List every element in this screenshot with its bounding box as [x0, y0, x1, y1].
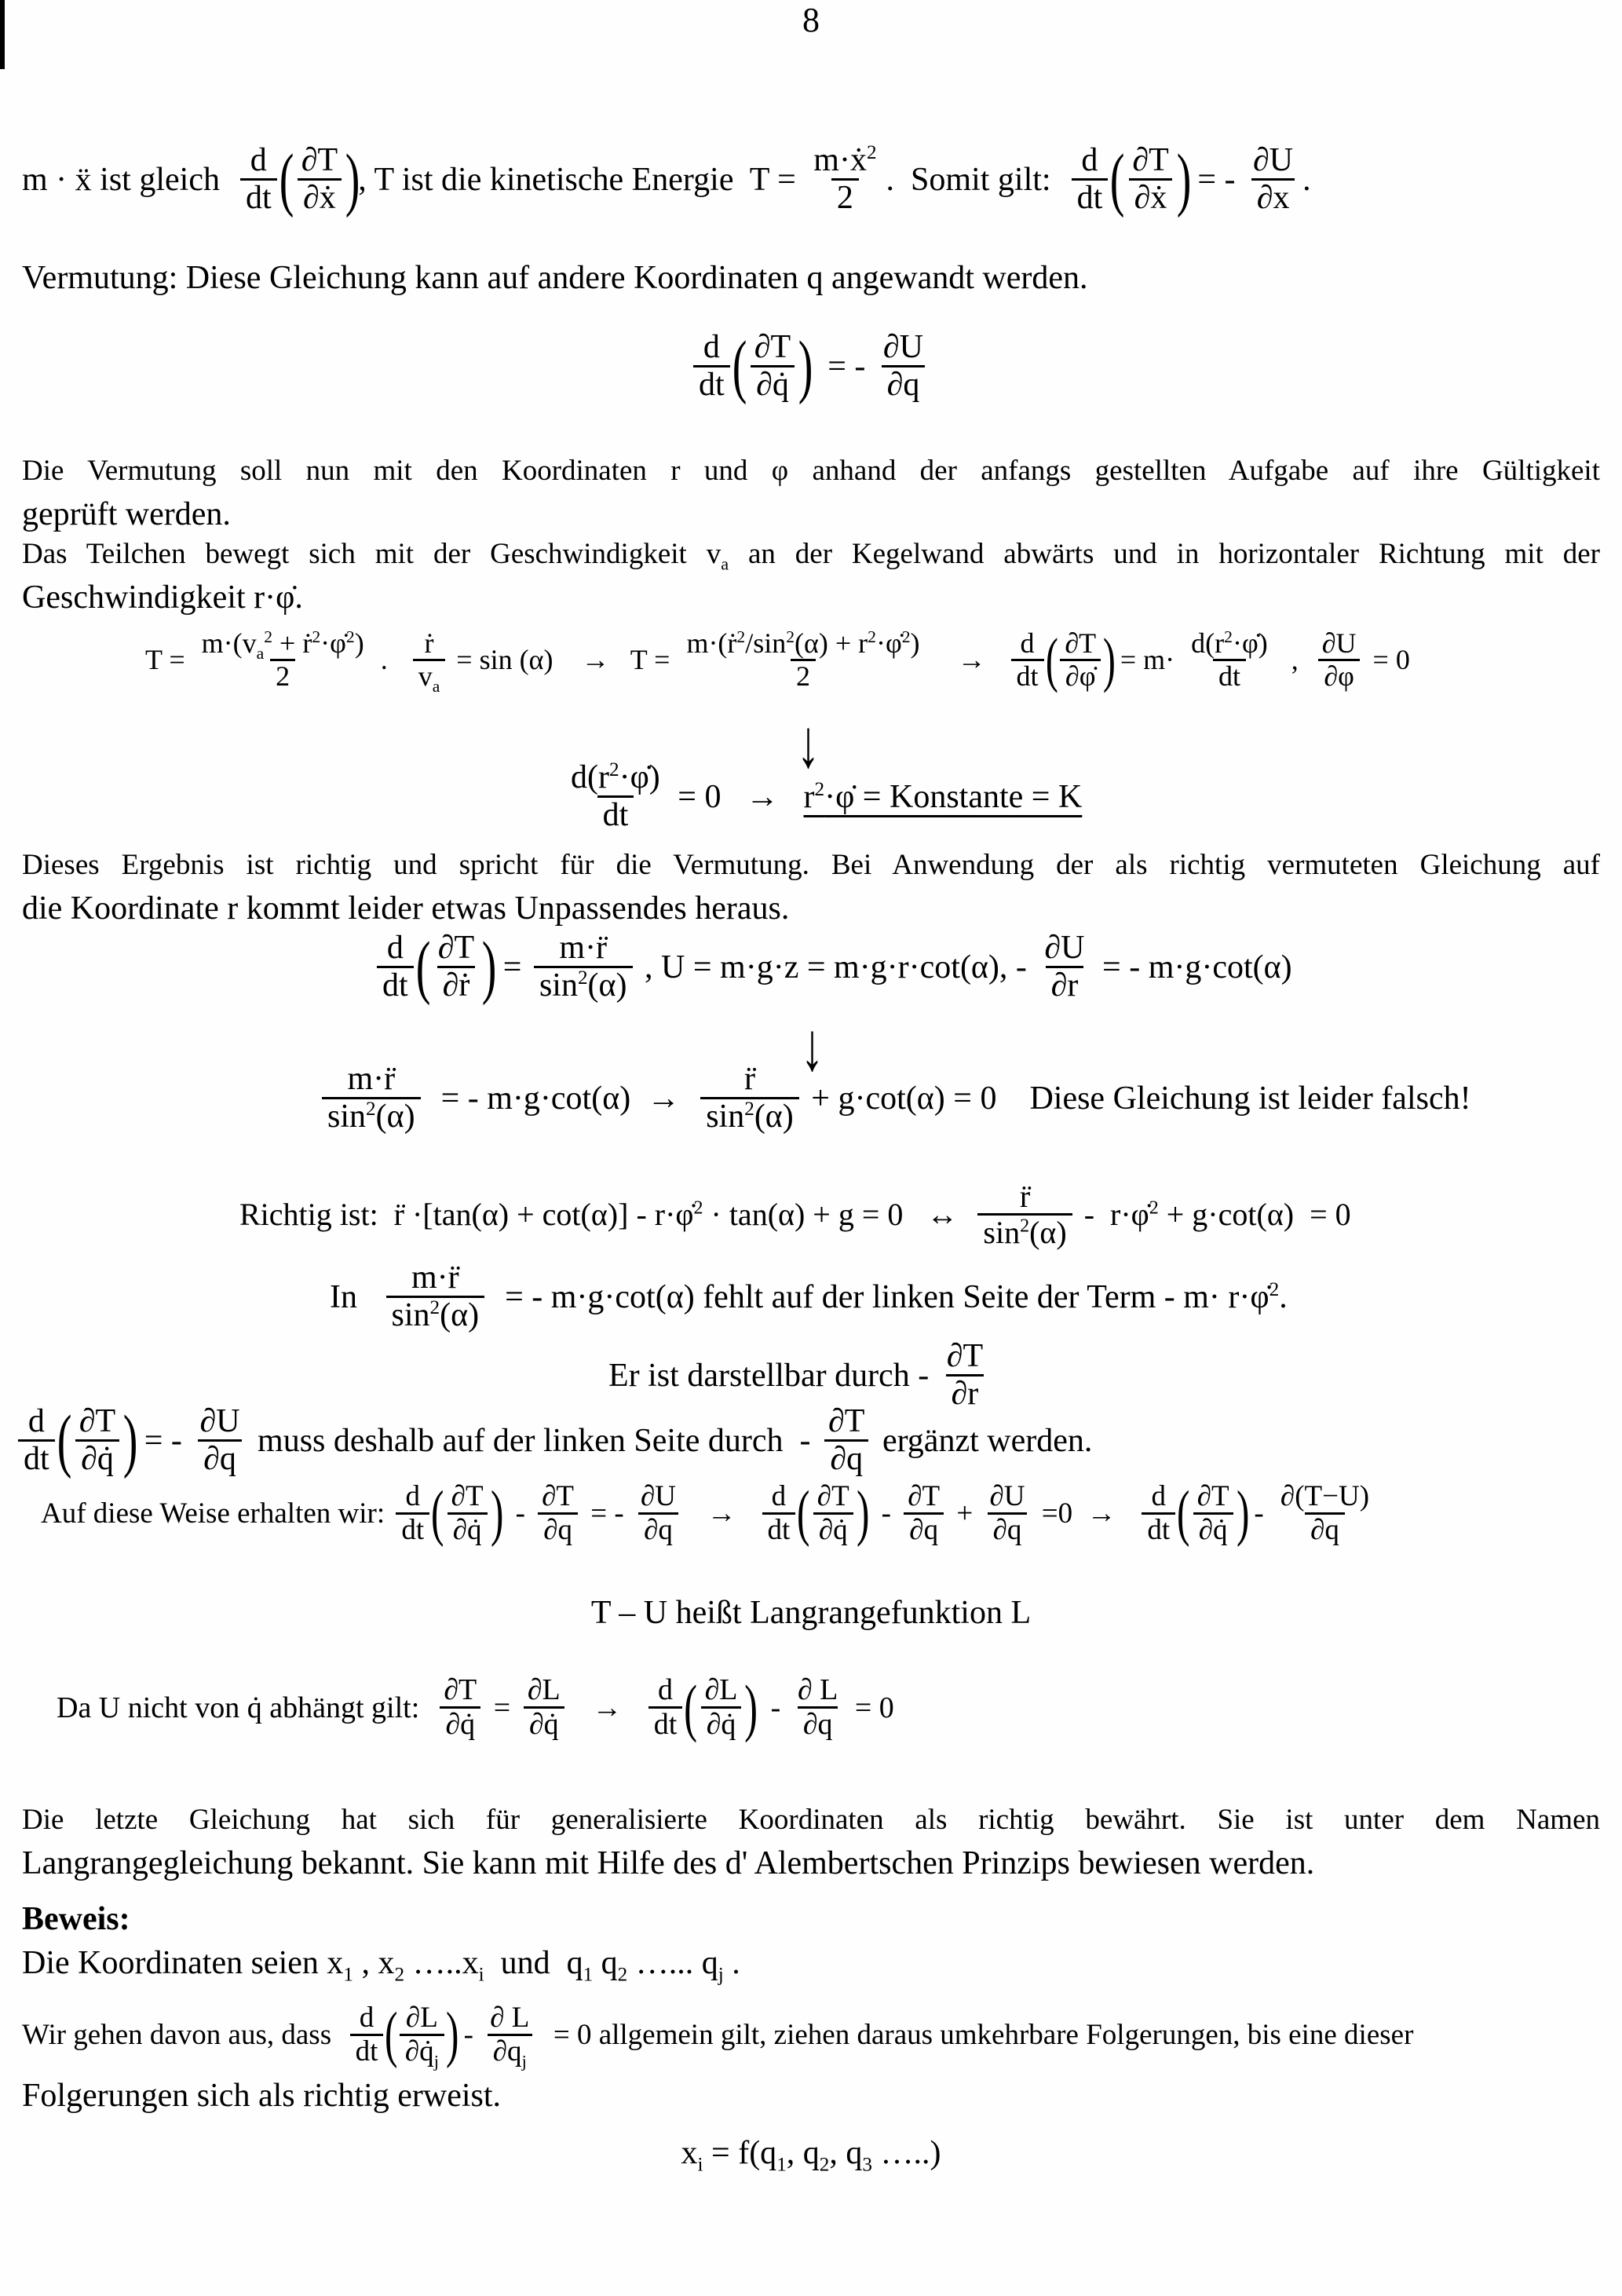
equation-kinetic-energy-cone: T = $\frac{m\cdot(v_a^2 + ṙ^2\cdot\varphi̇^2)}{2}$ . $\frac{\text{ṙ}}{v_a}$ = sin (α) → T = $\frac{m\cdot(ṙ^2/\sin^2(\alpha) + r^2\cdot\varphi̇^2)}{2}$ → $\frac{d}{dt}$ ( $\frac{\partial T}{\partial\varphi̇}$ ) = m· $\frac{d(r^2\cdot\varphi̇)}{dt}$ , $\frac{\partial U}{\partial\varphi}$ = 0 — [145, 625, 1410, 696]
paragraph-koordinaten: Die Koordinaten seien $x_1$ , $x_2$ $\dots..x_i$ und $q_1$ $q_2$ …... $q_j$ . — [22, 1945, 740, 1986]
down-arrow-icon: ↓ — [801, 1008, 824, 1085]
equation-conjecture-general-q: $\frac{d}{dt}$ ( $\frac{\partial T}{\partial q̇}$ ) = - $\frac{\partial U}{\partial q}$ — [0, 330, 1622, 404]
heading-beweis: Beweis: — [22, 1901, 130, 1937]
equation-xi-function: $x_i = f(q_1$, $q_2$, $q_3$ …..) — [681, 2135, 941, 2176]
equation-ergaenzung: $\frac{d}{dt}$ ( $\frac{\partial T}{\partial q̇}$ ) = - $\frac{\partial U}{\partial q}$ muss deshalb auf der linken Seite durch - $\frac{\partial T}{\partial q}$ ergänzt werden. — [14, 1404, 1092, 1478]
page-number: 8 — [802, 1, 820, 39]
paragraph-vermutung: Vermutung: Diese Gleichung kann auf andere Koordinaten q angewandt werden. — [22, 260, 1088, 296]
equation-wir-gehen-davon-aus: Wir gehen davon aus, dass $\frac{d}{dt}$ ( $\frac{\partial L}{\partial q̇_j}$ ) - $\frac{\partial L}{\partial q_j}$ = 0 allgemein gilt, ziehen daraus umkehrbare Folgerungen, bis eine dieser — [22, 1999, 1414, 2071]
equation-angular-momentum-constant: $\frac{d(r^2\cdot\varphi̇)}{dt}$ = 0 → $r^2\cdot\varphi̇$ = Konstante = K — [571, 759, 1083, 834]
equation-lagrange-gleichung: Da U nicht von q̇ abhängt gilt: $\frac{\partial T}{\partial q̇}$ = $\frac{\partial L}{\partial q̇}$ → $\frac{d}{dt}$ ( $\frac{\partial L}{\partial q̇}$ ) - $\frac{\partial L}{\partial q}$ = 0 — [57, 1671, 894, 1743]
paragraph-vermutung-pruefung-line2: geprüft werden. — [22, 496, 231, 532]
equation-fehlender-term: In $\frac{m\cdot r̈}{\sin^2(\alpha)}$ = - m·g·cot(α) fehlt auf der linken Seite der Term - m· r·φ̇$^2$. — [330, 1260, 1288, 1334]
equation-r-coordinate: $\frac{d}{dt}$ ( $\frac{\partial T}{\text{∂ṙ}}$ ) = $\frac{m\cdot r̈}{\sin^2(\alpha)}$ , U = m·g·z = m·g·r·cot(α), - $\frac{\partial U}{\partial r}$ = - m·g·cot(α) — [373, 930, 1292, 1004]
paragraph-letzte-gleichung-line2: Langrangegleichung bekannt. Sie kann mit Hilfe des d' Alembertschen Prinzips bewiesen werden. — [22, 1845, 1315, 1881]
equation-darstellbar-durch: Er ist darstellbar durch - $\frac{\partial T}{\partial r}$ — [608, 1338, 984, 1413]
paragraph-teilchen-line1: Das Teilchen bewegt sich mit der Geschwindigkeit $v_a$ an der Kegelwand abwärts und in horizontaler Richtung mit der — [22, 538, 1600, 574]
paragraph-vermutung-pruefung-line1: Die Vermutung soll nun mit den Koordinaten r und φ anhand der anfangs gestellten Aufgabe auf ihre Gültigkeit — [22, 455, 1600, 487]
equation-auf-diese-weise: Auf diese Weise erhalten wir: $\frac{d}{dt}$ ( $\frac{\partial T}{\partial q̇}$ ) - $\frac{\partial T}{\partial q}$ = - $\frac{\partial U}{\partial q}$ → $\frac{d}{dt}$ ( $\frac{\partial T}{\partial q̇}$ ) - $\frac{\partial T}{\partial q}$ + $\frac{\partial U}{\partial q}$ =0 → $\frac{d}{dt}$ ( $\frac{\partial T}{\partial q̇}$ ) - $\frac{\partial(T-U)}{\partial q}$ — [41, 1478, 1370, 1548]
paragraph-teilchen-line2: Geschwindigkeit r·φ̇. — [22, 579, 303, 616]
equation-newton-kinetic-energy: m · ẍ ist gleich $\frac{d}{dt}$ ( $\frac{\partial T}{\text{∂ẋ}}$ ) , T ist die kinetische Energie T = $\frac{m\cdot ẋ^2}{2}$ . Somit gilt: $\frac{d}{dt}$ ( $\frac{\partial T}{\text{∂ẋ}}$ ) = - $\frac{\partial U}{\partial x}$ . — [22, 139, 1311, 218]
paragraph-letzte-gleichung-line1: Die letzte Gleichung hat sich für generalisierte Koordinaten als richtig bewährt. Sie ist unter dem Namen — [22, 1804, 1600, 1836]
equation-richtig-ist: Richtig ist: r̈ ·[tan(α) + cot(α)] - r·φ̇$^2$ · tan(α) + g = 0 ↔ $\frac{r̈}{\sin^2(\alpha)}$ - r·φ̇$^2$ + g·cot(α) = 0 — [239, 1179, 1351, 1251]
paragraph-ergebnis-line2: die Koordinate r kommt leider etwas Unpassendes heraus. — [22, 890, 790, 927]
down-arrow-icon: ↓ — [797, 705, 820, 782]
paragraph-ergebnis-line1: Dieses Ergebnis ist richtig und spricht für die Vermutung. Bei Anwendung der als richtig vermuteten Gleichung auf — [22, 849, 1600, 881]
paragraph-folgerungen: Folgerungen sich als richtig erweist. — [22, 2078, 502, 2114]
definition-lagrange-funktion: T – U heißt Langrangefunktion L — [590, 1595, 1032, 1631]
equation-falsche-gleichung: $\frac{m\cdot r̈}{\sin^2(\alpha)}$ = - m·g·cot(α) → $\frac{r̈}{\sin^2(\alpha)}$ + g·cot(α) = 0 Diese Gleichung ist leider falsch! — [318, 1062, 1471, 1135]
